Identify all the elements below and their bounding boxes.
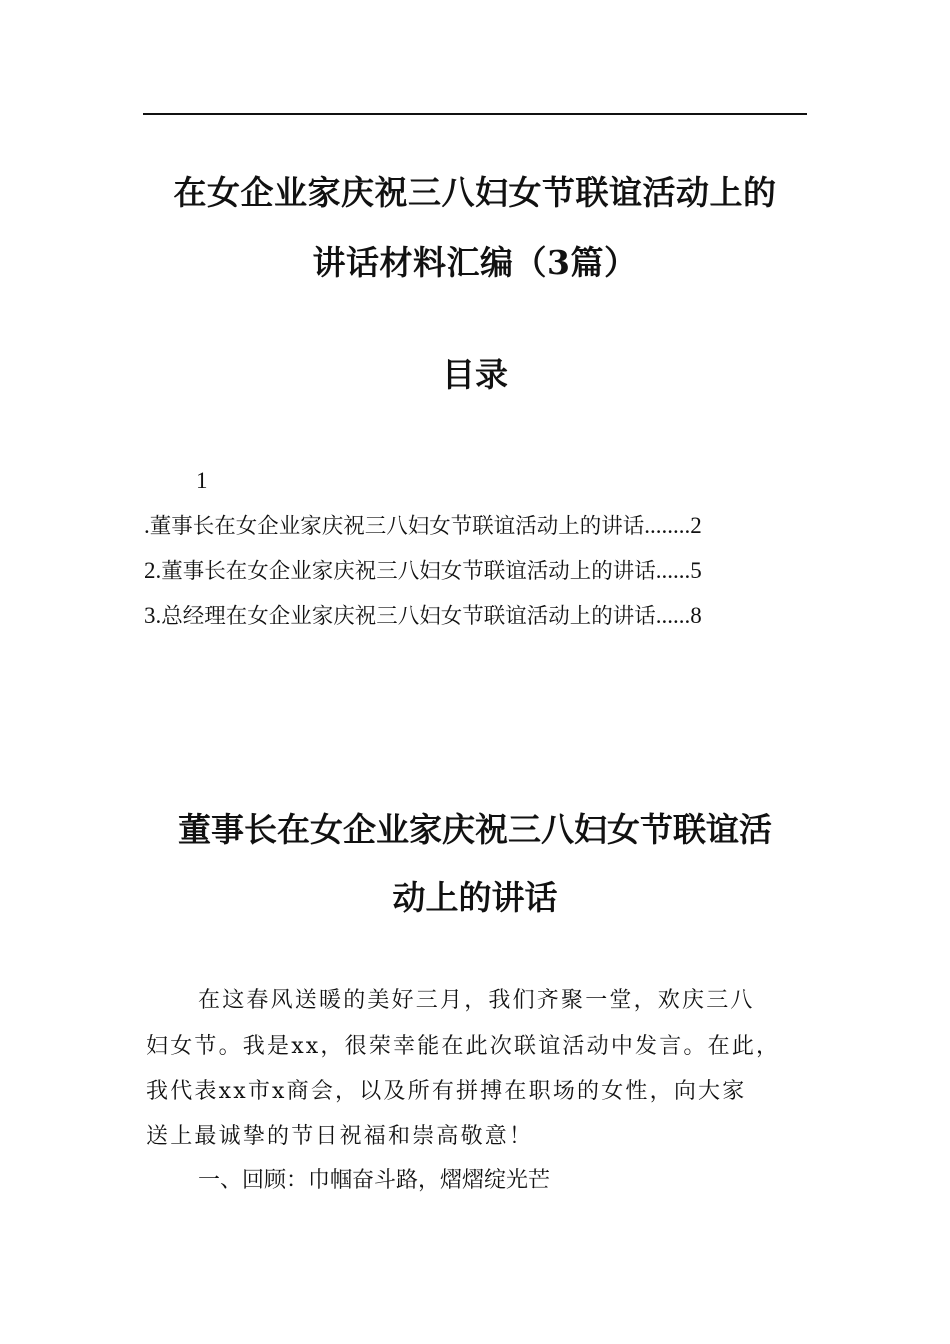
- paragraph-line: 我代表xx市x商会，以及所有拼搏在职场的女性，向大家: [146, 1079, 747, 1104]
- toc-entry-lead: 3.: [144, 603, 162, 628]
- paragraph-line: 在这春风送暖的美好三月，我们齐聚一堂，欢庆三八: [198, 988, 755, 1013]
- section-title-line-1: 董事长在女企业家庆祝三八妇女节联谊活: [178, 810, 772, 849]
- toc-entry-1[interactable]: [144, 511, 844, 542]
- paragraph-line: 送上最诚挚的节日祝福和崇高敬意！: [146, 1124, 534, 1149]
- subheading-one: 一、回顾：巾帼奋斗路，熠熠绽光芒: [198, 1168, 551, 1193]
- toc-entry-3[interactable]: [144, 601, 844, 632]
- toc-entry-leader-dots: ......: [655, 558, 691, 583]
- toc-entry-text: 董事长在女企业家庆祝三八妇女节联谊活动上的讲话: [161, 559, 656, 584]
- toc-entry-page: 8: [690, 603, 702, 628]
- toc-entry-leader-dots: ......: [655, 603, 691, 628]
- toc-entry-1-number: 1: [196, 468, 208, 493]
- toc-entry-leader-dots: ........: [644, 513, 691, 538]
- toc-heading: 目录: [442, 355, 508, 394]
- top-divider: [143, 113, 807, 115]
- section-title-line-2: 动上的讲话: [392, 878, 558, 917]
- toc-entry-lead: 2.: [144, 558, 162, 583]
- document-title-line-1: 在女企业家庆祝三八妇女节联谊活动上的: [173, 173, 777, 212]
- toc-entry-page: 2: [690, 513, 702, 538]
- toc-entry-text: 董事长在女企业家庆祝三八妇女节联谊活动上的讲话: [149, 514, 645, 539]
- document-title-line-2: 讲话材料汇编（3篇）: [312, 243, 638, 282]
- toc-entry-2[interactable]: [144, 556, 844, 587]
- toc-entry-text: 总经理在女企业家庆祝三八妇女节联谊活动上的讲话: [161, 604, 656, 629]
- toc-entry-page: 5: [690, 558, 702, 583]
- toc-entry-lead: .: [144, 513, 150, 538]
- paragraph-line: 妇女节。我是xx，很荣幸能在此次联谊活动中发言。在此，: [146, 1034, 781, 1059]
